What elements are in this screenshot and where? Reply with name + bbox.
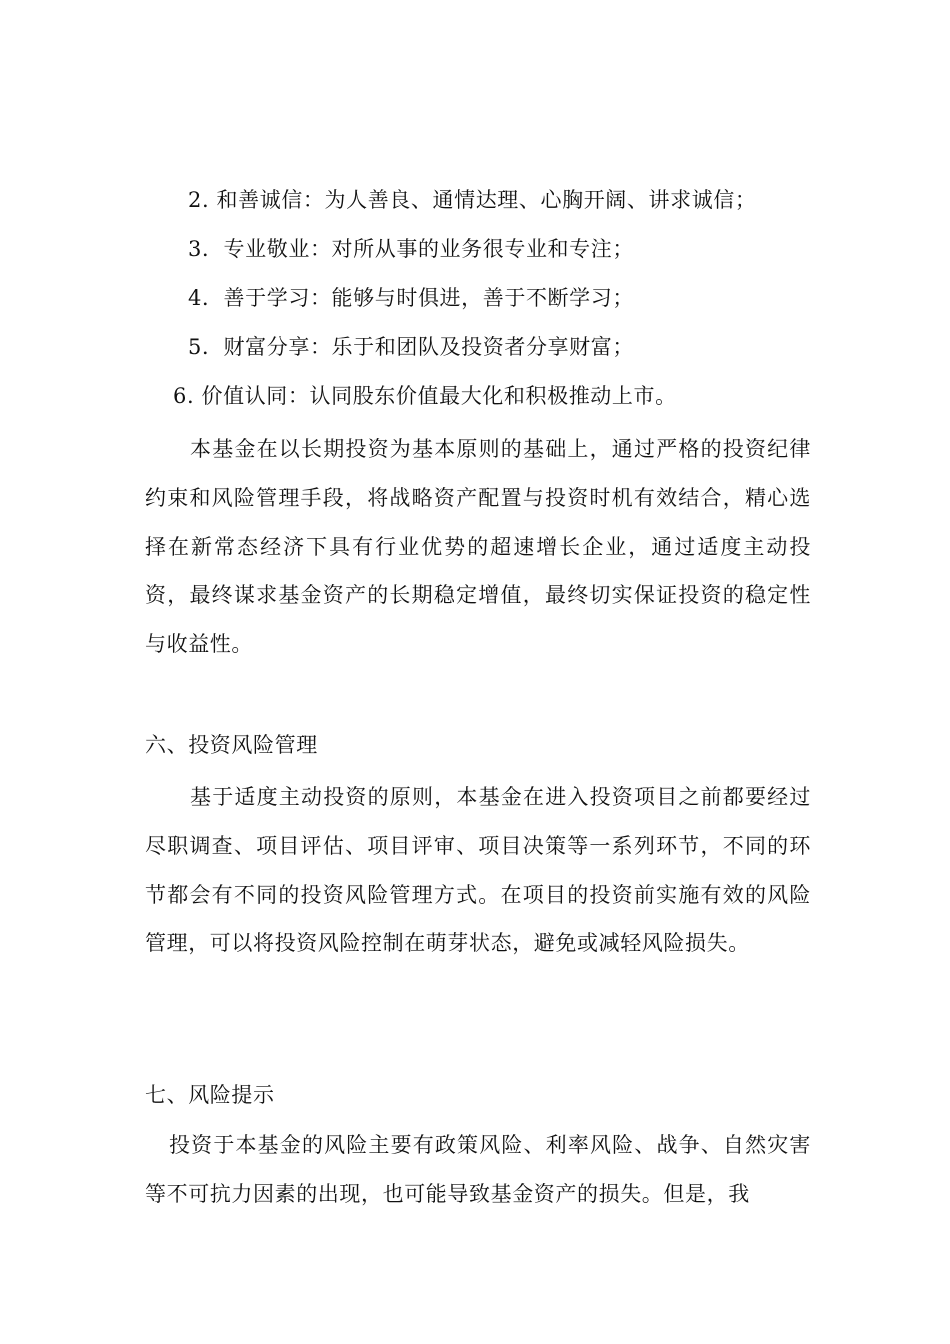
list-item-4: 4．善于学习：能够与时俱进，善于不断学习； bbox=[188, 286, 634, 310]
list-item-5: 5．财富分享：乐于和团队及投资者分享财富； bbox=[188, 335, 634, 359]
list-item-6: 6. 价值认同：认同股东价值最大化和积极推动上市。 bbox=[173, 384, 677, 408]
section-seven-body: 投资于本基金的风险主要有政策风险、利率风险、战争、自然灾害等不可抗力因素的出现，也可能导致基金资产的损失。但是，我 bbox=[145, 1133, 811, 1206]
section-six-heading: 六、投资风险管理 bbox=[145, 733, 318, 757]
section-seven-heading: 七、风险提示 bbox=[145, 1083, 275, 1107]
strategy-paragraph: 本基金在以长期投资为基本原则的基础上，通过严格的投资纪律约束和风险管理手段，将战略资产配置与投资时机有效结合，精心选择在新常态经济下具有行业优势的超速增长企业，通过适度主动投资，最终谋求基金资产的长期稳定增值，最终切实保证投资的稳定性与收益性。 bbox=[145, 437, 811, 657]
list-item-3: 3．专业敬业：对所从事的业务很专业和专注； bbox=[188, 237, 634, 261]
section-six-body: 基于适度主动投资的原则，本基金在进入投资项目之前都要经过尽职调查、项目评估、项目评审、项目决策等一系列环节，不同的环节都会有不同的投资风险管理方式。在项目的投资前实施有效的风险管理，可以将投资风险控制在萌芽状态，避免或减轻风险损失。 bbox=[145, 785, 811, 956]
list-item-2: 2. 和善诚信：为人善良、通情达理、心胸开阔、讲求诚信； bbox=[188, 188, 757, 212]
